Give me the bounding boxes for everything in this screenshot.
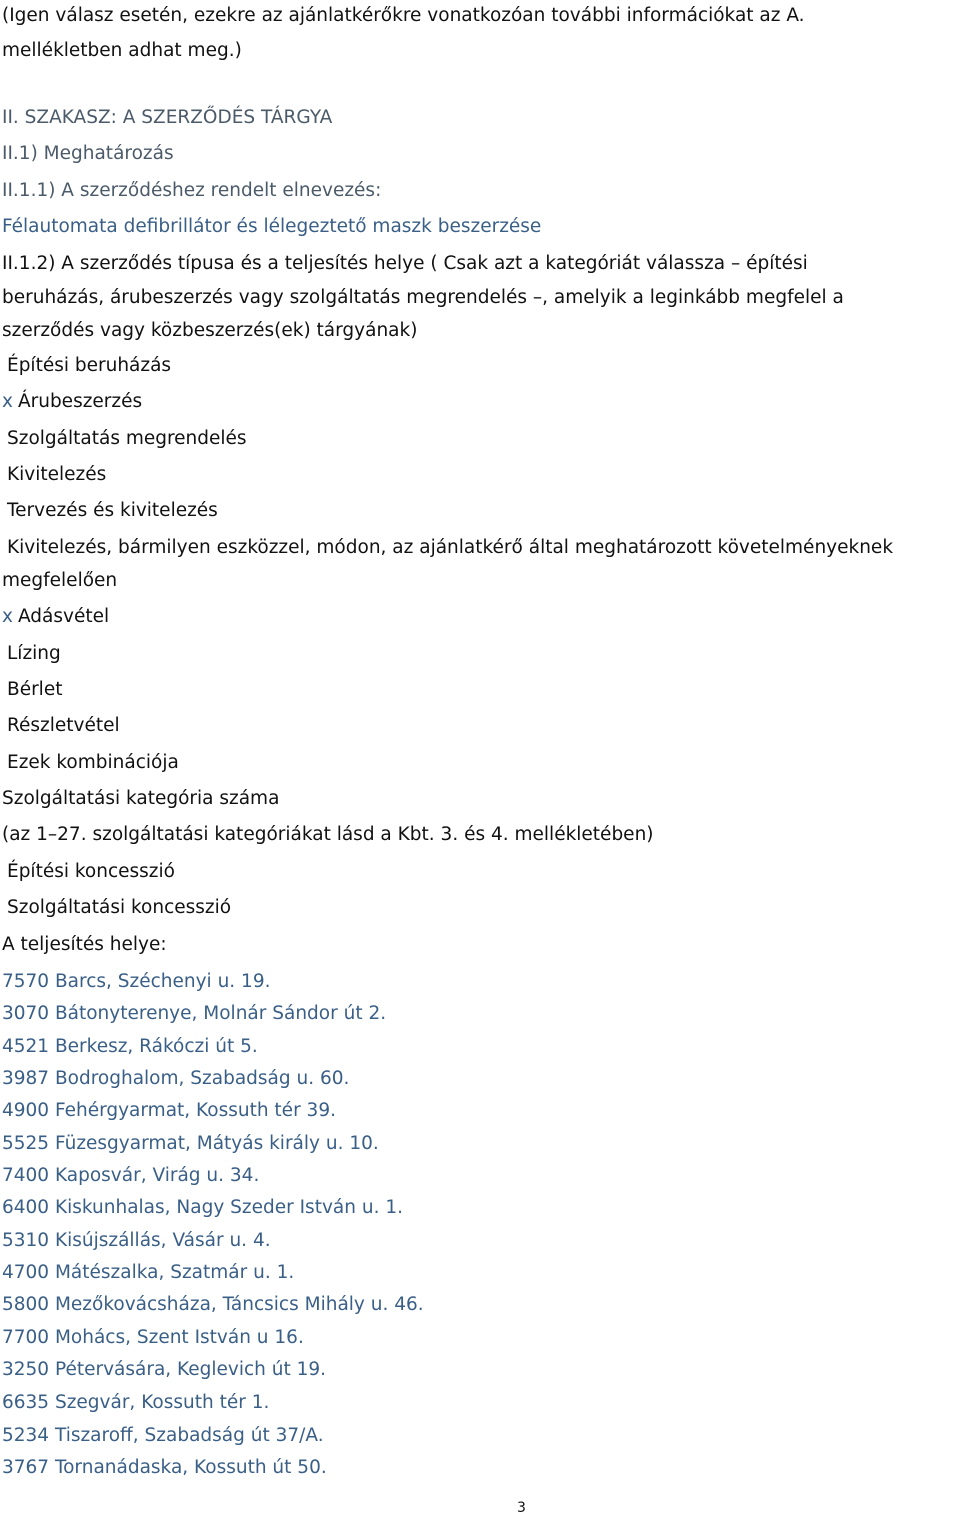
place-item: 5234 Tiszaroff, Szabadság út 37/A.: [2, 1425, 324, 1446]
place-item: 6635 Szegvár, Kossuth tér 1.: [2, 1392, 270, 1413]
option-lizing: Lízing: [7, 643, 61, 664]
place-item: 6400 Kiskunhalas, Nagy Szeder István u. 1.: [2, 1197, 403, 1218]
option-reszletvetel: Részletvétel: [7, 715, 120, 736]
place-item: 4900 Fehérgyarmat, Kossuth tér 39.: [2, 1100, 336, 1121]
option-szolgaltatasi-koncesszio: Szolgáltatási koncesszió: [7, 897, 232, 918]
contract-type-heading-line-1: II.1.2) A szerződés típusa és a teljesítés helye ( Csak azt a kategóriát válassza – építési: [2, 253, 808, 274]
page-number: 3: [517, 1500, 526, 1516]
option-epitesi-koncesszio: Építési koncesszió: [7, 861, 175, 882]
place-item: 4521 Berkesz, Rákóczi út 5.: [2, 1036, 258, 1057]
option-adasvetel: [2, 605, 109, 629]
place-item: 3767 Tornanádaska, Kossuth út 50.: [2, 1457, 327, 1478]
option-kivitelezes: Kivitelezés: [7, 464, 107, 485]
place-item: 5310 Kisújszállás, Vásár u. 4.: [2, 1230, 271, 1251]
contract-name-label: II.1.1) A szerződéshez rendelt elnevezés:: [2, 180, 382, 201]
place-item: 3250 Pétervására, Keglevich út 19.: [2, 1359, 327, 1380]
option-tervezes-kivitelezes: Tervezés és kivitelezés: [7, 500, 218, 521]
option-kivitelezes-barmilyen-line-2: megfelelően: [2, 570, 118, 591]
option-kombinacio: Ezek kombinációja: [7, 752, 179, 773]
place-item: 3070 Bátonyterenye, Molnár Sándor út 2.: [2, 1003, 387, 1024]
contract-name-value: Félautomata defibrillátor és lélegeztető maszk beszerzése: [2, 216, 542, 237]
contract-type-heading-line-3: szerződés vagy közbeszerzés(ek) tárgyának): [2, 320, 418, 341]
place-of-performance-label: A teljesítés helye:: [2, 934, 167, 955]
option-arubeszerzes: [2, 390, 142, 414]
selected-marker: x: [2, 606, 13, 627]
place-item: 7700 Mohács, Szent István u 16.: [2, 1327, 304, 1348]
place-item: 4700 Mátészalka, Szatmár u. 1.: [2, 1262, 295, 1283]
contract-type-heading-line-2: beruházás, árubeszerzés vagy szolgáltatás megrendelés –, amelyik a leginkább megfelel a: [2, 287, 844, 308]
place-item: 7400 Kaposvár, Virág u. 34.: [2, 1165, 260, 1186]
place-item: 3987 Bodroghalom, Szabadság u. 60.: [2, 1068, 350, 1089]
option-szolgaltatas-megrendeles: Szolgáltatás megrendelés: [7, 428, 247, 449]
option-label: Adásvétel: [17, 606, 110, 627]
selected-marker: x: [2, 391, 13, 412]
place-item: 7570 Barcs, Széchenyi u. 19.: [2, 971, 271, 992]
service-category-label: Szolgáltatási kategória száma: [2, 788, 280, 809]
intro-text-line-1: (Igen válasz esetén, ezekre az ajánlatkérőkre vonatkozóan további információkat az A.: [2, 5, 805, 26]
option-label: Árubeszerzés: [17, 391, 143, 412]
service-category-note: (az 1–27. szolgáltatási kategóriákat lásd a Kbt. 3. és 4. mellékletében): [2, 824, 654, 845]
subsection-title: II.1) Meghatározás: [2, 143, 174, 164]
place-item: 5800 Mezőkovácsháza, Táncsics Mihály u. 46.: [2, 1294, 424, 1315]
option-epitesi-beruhazas: Építési beruházás: [7, 355, 172, 376]
intro-text-line-2: mellékletben adhat meg.): [2, 40, 242, 61]
section-title: II. SZAKASZ: A SZERZŐDÉS TÁRGYA: [2, 107, 333, 128]
option-berlet: Bérlet: [7, 679, 63, 700]
place-item: 5525 Füzesgyarmat, Mátyás király u. 10.: [2, 1133, 379, 1154]
option-kivitelezes-barmilyen-line-1: Kivitelezés, bármilyen eszközzel, módon, az ajánlatkérő által meghatározott követelményeknek: [7, 537, 894, 558]
